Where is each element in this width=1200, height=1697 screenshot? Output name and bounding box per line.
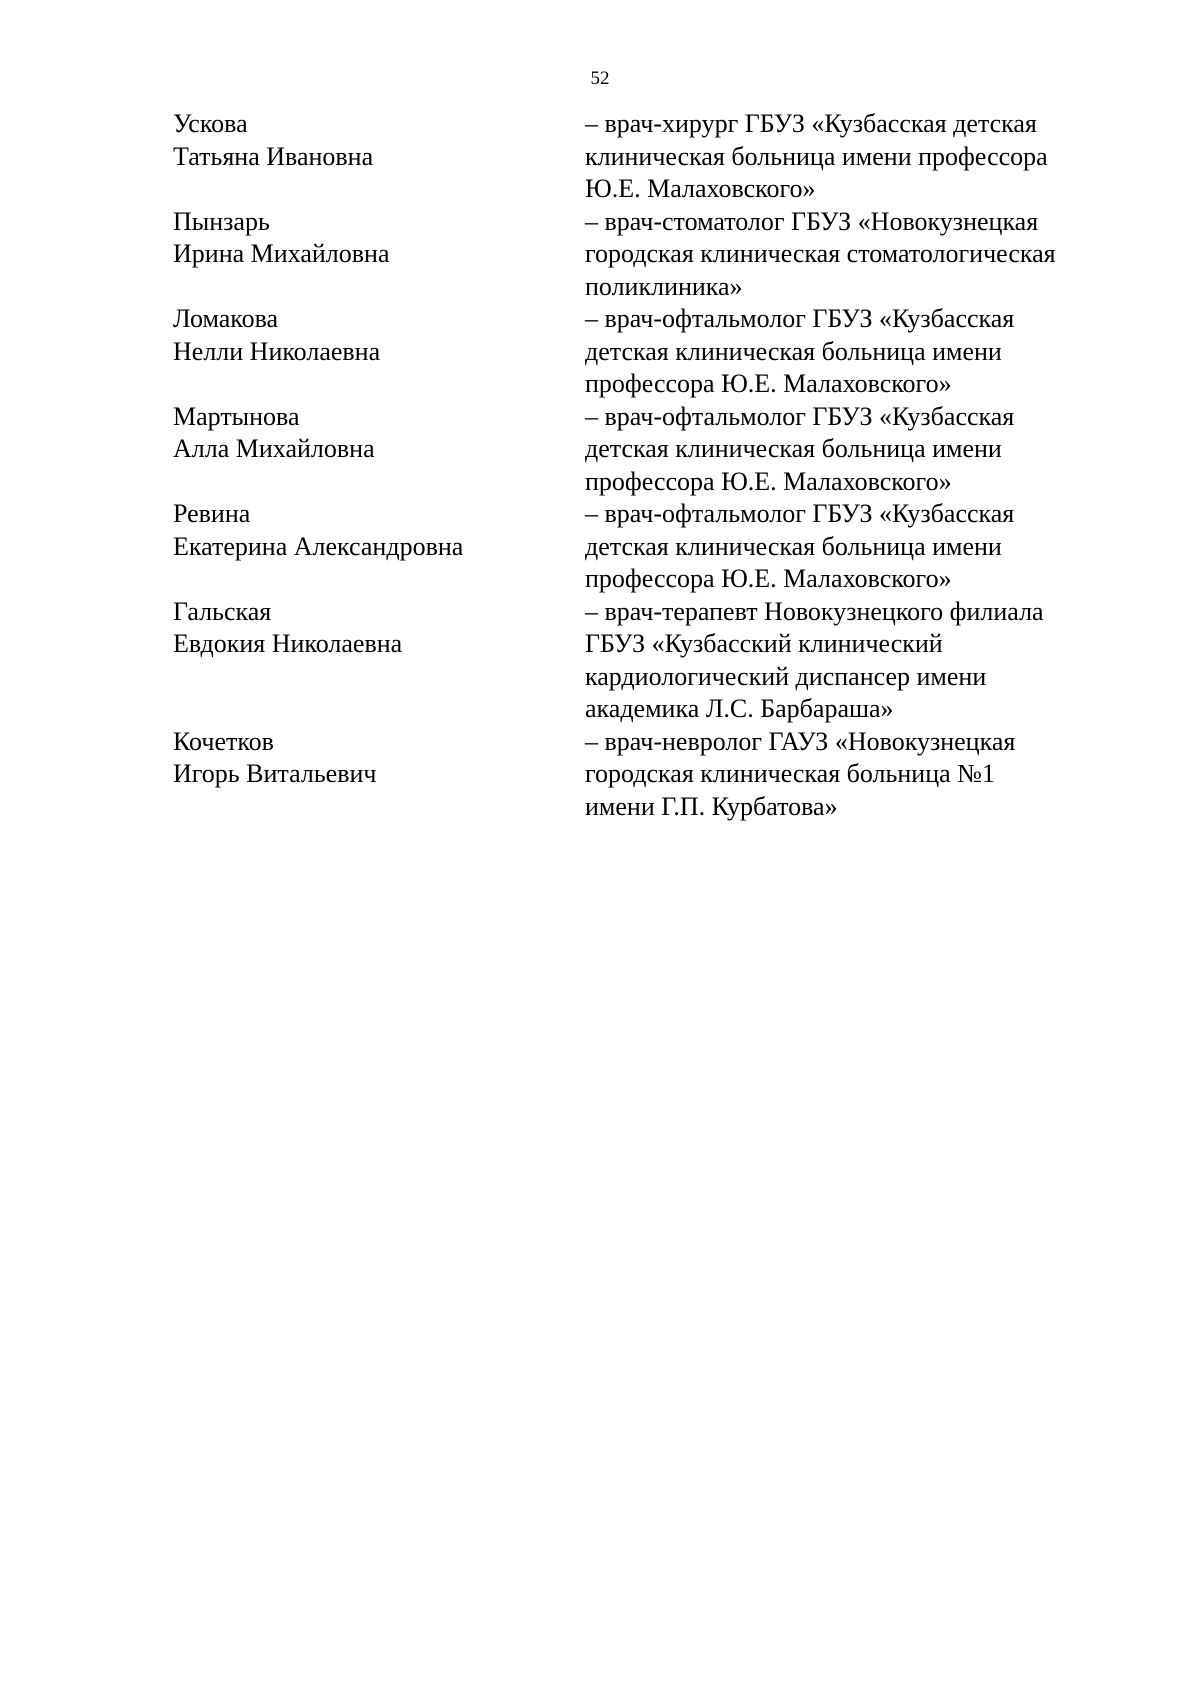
member-name: [173, 498, 585, 596]
member-name: [173, 401, 585, 499]
member-entry: [173, 498, 1118, 596]
position-line: городская клиническая больница №1: [585, 759, 995, 788]
member-surname: Мартынова: [173, 401, 300, 431]
member-given-name: Ирина Михайловна: [173, 239, 390, 268]
member-name: [173, 303, 585, 401]
member-given-name: Игорь Витальевич: [173, 759, 377, 788]
position-line: – врач-стоматолог ГБУЗ «Новокузнецкая: [585, 206, 1039, 236]
position-line: – врач-офтальмолог ГБУЗ «Кузбасская: [585, 401, 1015, 431]
member-given-name: Нелли Николаевна: [173, 336, 381, 366]
member-given-name: Алла Михайловна: [173, 434, 375, 463]
position-line: – врач-невролог ГАУЗ «Новокузнецкая: [585, 726, 1016, 756]
member-surname: Гальская: [173, 596, 272, 626]
member-position: [585, 206, 1118, 304]
position-line: имени Г.П. Курбатова»: [585, 791, 838, 821]
member-name: [173, 108, 585, 206]
position-line: детская клиническая больница имени: [585, 434, 1002, 463]
member-entry: [173, 108, 1118, 206]
position-line: – врач-офтальмолог ГБУЗ «Кузбасская: [585, 304, 1015, 333]
member-surname: Ломакова: [173, 304, 279, 333]
member-position: [585, 596, 1118, 726]
member-entry: [173, 401, 1118, 499]
member-entry: [173, 206, 1118, 304]
member-position: [585, 303, 1118, 401]
member-name: [173, 726, 585, 824]
position-line: академика Л.С. Барбараша»: [585, 694, 894, 723]
position-line: кардиологический диспансер имени: [585, 661, 987, 691]
position-line: – врач-хирург ГБУЗ «Кузбасская детская: [585, 109, 1037, 138]
position-line: поликлиника»: [585, 271, 743, 301]
member-given-name: Евдокия Николаевна: [173, 629, 403, 658]
position-line: – врач-терапевт Новокузнецкого филиала: [585, 596, 1044, 626]
member-name: [173, 206, 585, 304]
position-line: профессора Ю.Е. Малаховского»: [585, 564, 952, 593]
position-line: профессора Ю.Е. Малаховского»: [585, 369, 952, 398]
member-surname: Кочетков: [173, 726, 274, 756]
position-line: детская клиническая больница имени: [585, 336, 1002, 366]
member-entry: [173, 303, 1118, 401]
position-line: Ю.Е. Малаховского»: [585, 174, 816, 203]
position-line: ГБУЗ «Кузбасский клинический: [585, 629, 943, 658]
member-given-name: Татьяна Ивановна: [173, 141, 374, 171]
member-position: [585, 108, 1118, 206]
position-line: клиническая больница имени профессора: [585, 141, 1048, 171]
position-line: детская клиническая больница имени: [585, 531, 1002, 561]
position-line: профессора Ю.Е. Малаховского»: [585, 466, 952, 496]
member-position: [585, 401, 1118, 499]
page-number: 52: [590, 68, 610, 89]
position-line: – врач-офтальмолог ГБУЗ «Кузбасская: [585, 499, 1015, 528]
member-surname: Ревина: [173, 499, 251, 528]
position-line: городская клиническая стоматологическая: [585, 239, 1056, 268]
member-position: [585, 498, 1118, 596]
member-surname: Пынзарь: [173, 206, 270, 236]
member-given-name: Екатерина Александровна: [173, 531, 464, 561]
member-entry: [173, 726, 1118, 824]
member-name: [173, 596, 585, 726]
commission-member-list: [173, 108, 1118, 823]
member-surname: Ускова: [173, 109, 248, 138]
member-entry: [173, 596, 1118, 726]
member-position: [585, 726, 1118, 824]
